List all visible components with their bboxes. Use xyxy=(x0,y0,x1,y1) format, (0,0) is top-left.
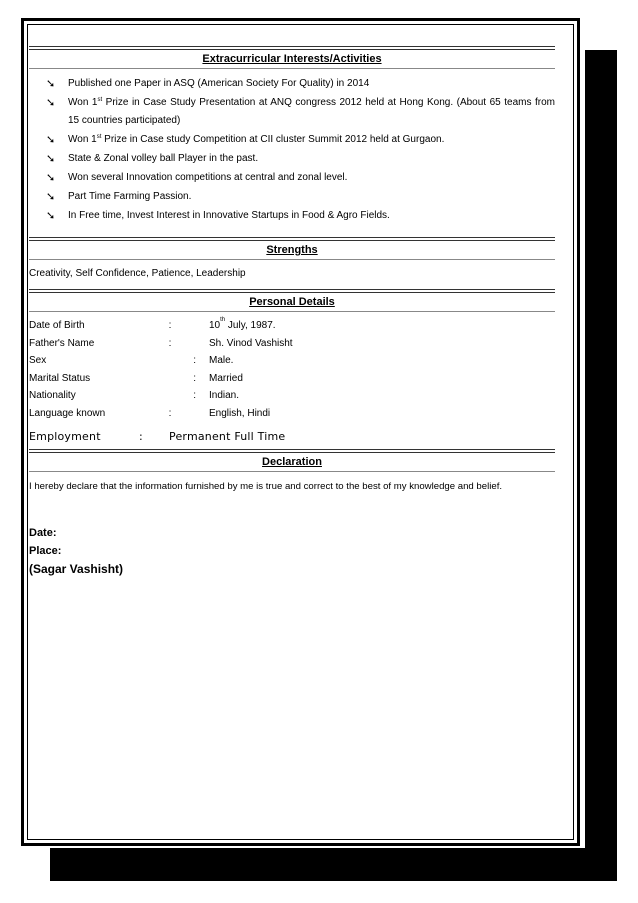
activity-text: Won several Innovation competitions at central and zonal level. xyxy=(68,172,348,183)
employment-label: Employment xyxy=(29,430,101,443)
detail-row xyxy=(29,355,293,373)
section-rule xyxy=(29,449,555,453)
strengths-section xyxy=(29,237,555,279)
employment-row xyxy=(29,430,555,443)
section-rule xyxy=(29,237,555,241)
extracurricular-section xyxy=(29,46,555,225)
bullet-arrow-icon: ➘ xyxy=(46,153,56,165)
section-underline xyxy=(29,68,555,69)
detail-value: Married xyxy=(209,372,243,384)
detail-colon: : xyxy=(193,372,196,384)
detail-colon: : xyxy=(193,355,196,366)
resume-page xyxy=(29,46,555,578)
bullet-arrow-icon: ➘ xyxy=(46,172,56,184)
personal-details-section xyxy=(29,289,555,443)
page-shadow-bottom xyxy=(50,848,617,881)
activity-item xyxy=(46,94,555,130)
detail-row xyxy=(29,408,293,426)
employment-value: Permanent Full Time xyxy=(169,430,286,443)
detail-colon: : xyxy=(193,390,196,401)
detail-row xyxy=(29,373,293,391)
section-underline xyxy=(29,471,555,472)
detail-row xyxy=(29,320,293,338)
date-label: Date: xyxy=(29,527,57,539)
detail-value: 10th July, 1987. xyxy=(209,317,276,331)
activity-text: State & Zonal volley ball Player in the past. xyxy=(68,153,259,164)
extracurricular-heading: Extracurricular Interests/Activities xyxy=(202,53,382,65)
signatory-name: (Sagar Vashisht) xyxy=(29,562,124,576)
detail-value: Male. xyxy=(209,355,234,366)
section-rule xyxy=(29,46,555,50)
declaration-text: I hereby declare that the information furnished by me is true and correct to the best of my knowledge and belief. xyxy=(29,481,503,492)
activity-text: Part Time Farming Passion. xyxy=(68,191,192,202)
detail-label: Sex xyxy=(29,355,47,366)
detail-value: Indian. xyxy=(209,390,240,401)
bullet-arrow-icon: ➘ xyxy=(46,134,56,146)
extracurricular-list xyxy=(46,75,555,225)
detail-row xyxy=(29,390,293,408)
section-underline xyxy=(29,311,555,312)
page-shadow-right xyxy=(585,50,617,881)
declaration-section xyxy=(29,449,555,578)
signature-block xyxy=(29,524,555,578)
activity-item xyxy=(46,207,555,225)
activity-text: Published one Paper in ASQ (American Society For Quality) in 2014 xyxy=(68,78,370,89)
activity-item xyxy=(46,188,555,206)
activity-text: Won 1st Prize in Case Study Presentation at ANQ congress 2012 held at Hong Kong. (About 65 teams from 15 countries participated) xyxy=(68,97,555,126)
personal-details-table xyxy=(29,317,293,425)
detail-label: Nationality xyxy=(29,390,76,401)
detail-colon: : xyxy=(168,320,172,331)
declaration-heading: Declaration xyxy=(262,456,322,468)
section-underline xyxy=(29,259,555,260)
bullet-arrow-icon: ➘ xyxy=(46,191,56,203)
activity-item xyxy=(46,169,555,187)
detail-colon: : xyxy=(168,337,172,349)
detail-label: Language known xyxy=(29,407,106,419)
activity-text: In Free time, Invest Interest in Innovative Startups in Food & Agro Fields. xyxy=(68,210,390,221)
activity-item xyxy=(46,150,555,168)
activity-text: Won 1st Prize in Case study Competition at CII cluster Summit 2012 held at Gurgaon. xyxy=(68,134,445,145)
detail-label: Father's Name xyxy=(29,337,95,349)
employment-colon: : xyxy=(139,430,143,443)
strengths-heading: Strengths xyxy=(266,244,318,256)
activity-item xyxy=(46,131,555,149)
detail-colon: : xyxy=(168,407,172,419)
personal-details-heading: Personal Details xyxy=(249,296,335,308)
detail-label: Date of Birth xyxy=(29,320,85,331)
strengths-text: Creativity, Self Confidence, Patience, Leadership xyxy=(29,268,246,279)
place-label: Place: xyxy=(29,545,62,557)
detail-label: Marital Status xyxy=(29,372,91,384)
bullet-arrow-icon: ➘ xyxy=(46,97,56,109)
bullet-arrow-icon: ➘ xyxy=(46,78,56,90)
detail-value: Sh. Vinod Vashisht xyxy=(209,337,293,349)
detail-value: English, Hindi xyxy=(209,407,271,419)
section-rule xyxy=(29,289,555,293)
bullet-arrow-icon: ➘ xyxy=(46,210,56,222)
activity-item xyxy=(46,75,555,93)
detail-row xyxy=(29,338,293,356)
